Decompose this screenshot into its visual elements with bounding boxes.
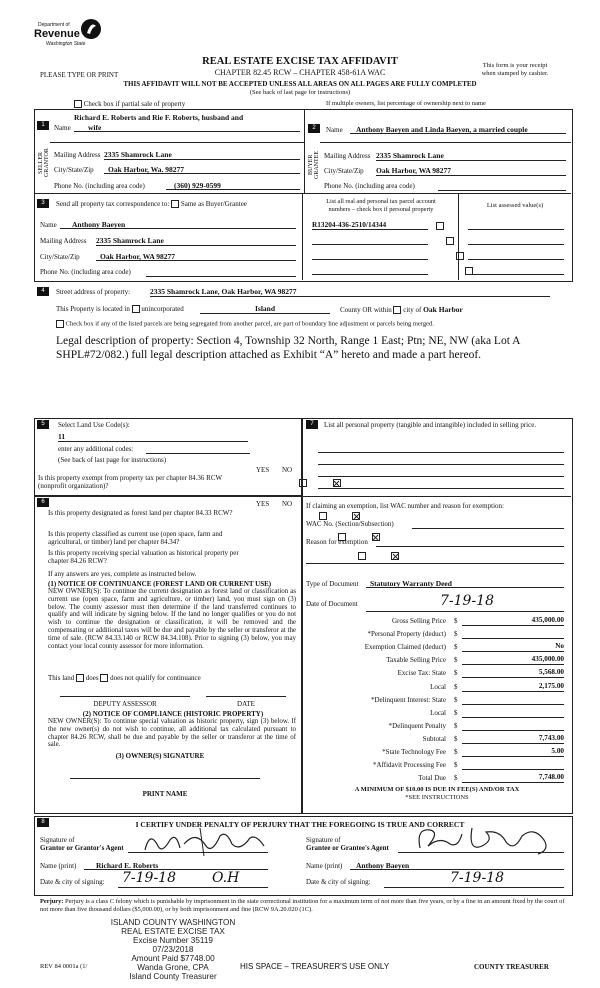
buyer-city-label: City/State/Zip xyxy=(324,167,364,175)
additional-codes[interactable] xyxy=(146,444,250,454)
doc-date-label: Date of Document xyxy=(306,600,358,608)
tax-row-currency: $ xyxy=(454,708,458,717)
corr-phone[interactable] xyxy=(146,267,296,277)
land-use-see-back: (See back of last page for instructions) xyxy=(58,456,167,464)
section-6-number: 6 xyxy=(37,498,49,507)
exemption-label: If claiming an exemption, list WAC number and reason for exemption: xyxy=(306,502,504,510)
perjury-notice xyxy=(40,898,570,914)
grantor-name-label: Name (print) xyxy=(40,862,77,870)
tax-row-value[interactable] xyxy=(462,760,564,770)
tax-row-label: *Affidavit Processing Fee xyxy=(373,761,446,770)
parcel-3[interactable] xyxy=(312,250,428,260)
tax-row-label: *State Technology Fee xyxy=(382,748,446,756)
section-2-number: 2 xyxy=(308,124,320,133)
tax-row-label: Total Due xyxy=(418,774,446,783)
tax-row-currency: $ xyxy=(454,617,458,625)
tax-row-value[interactable]: 7,743.00 xyxy=(462,734,564,744)
buyer-name[interactable]: Anthony Baeyen and Linda Baeyen, a married couple xyxy=(350,125,566,134)
seller-name-2[interactable]: wife xyxy=(74,123,300,132)
no-header-5: NO xyxy=(282,466,293,474)
land-use-label: Select Land Use Code(s): xyxy=(58,421,130,429)
revenue-emblem-icon xyxy=(80,18,102,40)
print-name-label: PRINT NAME xyxy=(142,790,188,798)
tax-row-value[interactable]: No xyxy=(462,642,564,652)
stamp-line-2: REAL ESTATE EXCISE TAX xyxy=(121,927,225,936)
tax-row-currency: $ xyxy=(454,656,458,665)
this-land-label: This land xyxy=(48,674,75,682)
corr-name[interactable]: Anthony Baeyen xyxy=(60,220,296,229)
revenue-logo xyxy=(32,18,102,52)
does-not-checkbox[interactable] xyxy=(100,674,108,682)
grantee-signature-scribble-icon xyxy=(410,822,560,858)
tax-row-currency: $ xyxy=(454,721,458,730)
grantor-name[interactable]: Richard E. Roberts xyxy=(84,861,268,870)
tax-row-value[interactable]: 2,175.00 xyxy=(462,682,564,692)
exempt-question: Is this property exempt from property tax per chapter 84.36 RCW (nonprofit organization)? xyxy=(38,474,222,490)
city-of-label: city of xyxy=(403,306,422,314)
notice1-title: (1) NOTICE OF CONTINUANCE (FOREST LAND OR CURRENT USE) xyxy=(48,580,272,588)
tax-row-value[interactable]: 7,748.00 xyxy=(462,773,564,783)
stamp-line-5: Amount Paid $7748.00 xyxy=(131,954,215,963)
buyer-phone[interactable] xyxy=(438,181,566,191)
county-label: County OR within xyxy=(340,306,392,314)
personal-property-line-3[interactable] xyxy=(318,470,564,477)
tax-row-label: *Delinquent Penalty xyxy=(388,721,446,730)
legal-description[interactable]: Legal description of property: Section 4, Township 32 North, Range 1 East; Ptn; NE, NW (aka Lot A SHPL#72/082.) full legal description attached as Exhibit “A” hereto and made a part hereof. xyxy=(56,335,520,361)
seller-mailing-label: Mailing Address xyxy=(54,151,101,159)
stamp-line-1: ISLAND COUNTY WASHINGTON xyxy=(110,918,236,927)
tax-row-currency: $ xyxy=(454,643,458,652)
corr-city[interactable]: Oak Harbor, WA 98277 xyxy=(96,252,296,261)
dept-name: Revenue xyxy=(34,28,80,40)
grantor-city[interactable]: O.H xyxy=(212,870,240,886)
section-7-number: 7 xyxy=(306,420,318,429)
tax-row-currency: $ xyxy=(454,630,458,639)
grantee-sig-label-1: Signature of xyxy=(306,836,341,844)
grantor-sig-label-1: Signature of xyxy=(40,836,75,844)
located-label: This Property is located in xyxy=(56,305,130,313)
owner-signature-line[interactable] xyxy=(70,762,260,779)
correspondence-label: Send all property tax correspondence to: xyxy=(56,200,170,208)
yes-header-6: YES xyxy=(256,500,270,508)
corr-name-label: Name xyxy=(40,221,57,229)
see-back-note: (See back of last page for instructions) xyxy=(249,89,351,96)
section-4-number: 4 xyxy=(37,287,49,296)
deputy-date-label: DATE xyxy=(237,700,255,708)
property-county[interactable]: Island xyxy=(200,304,330,314)
buyer-mailing-label: Mailing Address xyxy=(324,152,371,160)
certify-statement: I CERTIFY UNDER PENALTY OF PERJURY THAT THE FOREGOING IS TRUE AND CORRECT xyxy=(135,820,465,829)
tax-row-label: Taxable Selling Price xyxy=(386,656,446,665)
city-of-checkbox[interactable] xyxy=(393,306,401,314)
dept-state: Washington State xyxy=(46,41,86,47)
personal-property-line-2[interactable] xyxy=(318,458,564,465)
stamp-line-4: 07/23/2018 xyxy=(152,945,194,954)
county-treasurer-label: COUNTY TREASURER xyxy=(474,963,549,971)
parcel-4[interactable] xyxy=(312,265,428,275)
tax-row-value[interactable]: 5,568.00 xyxy=(462,668,564,678)
treasurer-stamp xyxy=(108,918,238,981)
assessed-2[interactable] xyxy=(468,235,564,245)
grantor-date[interactable]: 7-19-18 xyxy=(122,870,176,886)
same-as-buyer-label: Same as Buyer/Grantee xyxy=(180,200,247,208)
receipt-note-2: when stamped by cashier. xyxy=(481,70,549,77)
tax-row-value[interactable]: 5.00 xyxy=(462,747,564,757)
parcel-2[interactable] xyxy=(312,235,428,245)
section-1-number: 1 xyxy=(37,121,49,130)
tax-row-value[interactable]: 435,000.00 xyxy=(462,655,564,665)
parcel-3-checkbox[interactable] xyxy=(456,252,464,260)
assessed-1[interactable] xyxy=(468,220,564,230)
wac-label: WAC No. (Section/Subsection) xyxy=(306,520,394,528)
personal-property-label: List all personal property (tangible and intangible) included in selling price. xyxy=(324,421,537,429)
section-3-number: 3 xyxy=(37,199,49,208)
multiple-owners-note: If multiple owners, list percentage of ownership next to name xyxy=(326,100,486,107)
tax-row-value[interactable] xyxy=(462,708,564,718)
seller-phone-label: Phone No. (including area code) xyxy=(54,182,145,190)
form-chapter: CHAPTER 82.45 RCW – CHAPTER 458-61A WAC xyxy=(214,68,386,77)
tax-row-label: Local xyxy=(430,682,446,691)
reason-input-2[interactable] xyxy=(306,554,564,564)
buyer-city[interactable]: Oak Harbor, WA 98277 xyxy=(376,166,566,176)
county-within-row xyxy=(340,305,463,314)
unincorporated-checkbox[interactable] xyxy=(132,305,140,313)
notice2-title: (2) NOTICE OF COMPLIANCE (HISTORIC PROPERTY) xyxy=(82,710,264,718)
segregated-label: Check box if any of the listed parcels are being segregated from another parcel, are part of boundary line adjustment or parcels being merged. xyxy=(65,320,434,328)
form-title: REAL ESTATE EXCISE TAX AFFIDAVIT xyxy=(202,56,398,67)
corr-city-label: City/State/Zip xyxy=(40,253,80,261)
owner-signature-label: (3) OWNER(S) SIGNATURE xyxy=(115,752,205,760)
tax-row-label: *Delinquent Interest: State xyxy=(370,695,446,704)
tax-row-label: Exemption Claimed (deduct) xyxy=(364,643,446,652)
parcel-2-checkbox[interactable] xyxy=(446,237,454,245)
doc-date[interactable]: 7-19-18 xyxy=(440,593,494,609)
doc-type-label: Type of Document xyxy=(306,580,359,588)
correspondence-row xyxy=(56,200,247,208)
segregated-row xyxy=(56,320,576,328)
reason-label: Reason for exemption xyxy=(306,538,368,546)
seller-name-1[interactable]: Richard E. Roberts and Rie F. Roberts, husband and xyxy=(74,113,244,122)
seller-name-label: Name xyxy=(54,124,71,132)
buyer-phone-label: Phone No. (including area code) xyxy=(324,182,415,190)
tax-row-value[interactable] xyxy=(462,629,564,639)
rev-code: REV 84 0001a (1/ xyxy=(40,963,88,970)
treasurer-use-label: HIS SPACE – TREASURER'S USE ONLY xyxy=(240,962,390,971)
tax-row-value[interactable] xyxy=(462,721,564,731)
dept-line: Department of xyxy=(38,22,70,28)
tax-row-currency: $ xyxy=(454,734,458,743)
parcels-header-1: List all real and personal tax parcel account xyxy=(326,198,436,205)
wac-input[interactable] xyxy=(412,519,564,529)
corr-mailing-label: Mailing Address xyxy=(40,237,87,245)
personal-property-line-4[interactable] xyxy=(318,482,564,489)
tax-row-currency: $ xyxy=(454,761,458,770)
partial-sale-checkbox[interactable] xyxy=(74,100,82,108)
does-label: does xyxy=(85,674,99,682)
does-checkbox[interactable] xyxy=(76,674,84,682)
notice1-body: NEW OWNER(S): To continue the current designation as forest land or classification as current use (open space, farm and agriculture, or timber) land, you must sign on (3) below. The county assessor must then determine if the land transferred continues to qualify and will indicate by signing below. If the land no longer qualifies or you do not wish to continue the designation or classification, it will be removed and the compensating or additional taxes will be due and payable by the seller or transferor at the time of sale. (RCW 84.33.140 or RCW 84.34.108). Prior to signing (3) below, you may contact your local county assessor for more information. xyxy=(48,588,296,650)
segregated-checkbox[interactable] xyxy=(56,320,64,328)
parcel-1[interactable]: R13204-436-2510/14344 xyxy=(312,220,428,230)
partial-sale-label: Check box if partial sale of property xyxy=(83,100,186,108)
street-address[interactable]: 2335 Shamrock Lane, Oak Harbor, WA 98277 xyxy=(150,287,550,297)
stamp-line-7: Island County Treasurer xyxy=(129,972,217,981)
tax-row-label: *Personal Property (deduct) xyxy=(367,630,446,639)
seller-city-label: City/State/Zip xyxy=(54,166,94,174)
grantor-sig-label-2: Grantor or Grantor's Agent xyxy=(40,844,124,852)
notice2-body: NEW OWNER(S): To continue special valuation as historic property, sign (3) below. If the new owner(s) do not wish to continue, all additional tax calculated pursuant to chapter 84.26 RCW, shall be due and payable by the seller or transferor at the time of sale. xyxy=(48,718,296,749)
street-label: Street address of property: xyxy=(56,288,131,296)
does-not-label: does not qualify for continuance xyxy=(110,674,201,682)
property-city[interactable]: Oak Harbor xyxy=(423,305,463,314)
same-as-buyer-checkbox[interactable] xyxy=(171,200,179,208)
land-use-code[interactable]: 11 xyxy=(58,432,248,442)
tax-row-currency: $ xyxy=(454,682,458,691)
continuance-row xyxy=(48,674,201,682)
personal-property-line-1[interactable] xyxy=(318,446,564,453)
tax-row-label: Subtotal xyxy=(422,734,446,743)
tax-row-label: Gross Selling Price xyxy=(391,617,446,625)
section-8-number: 8 xyxy=(37,818,49,827)
corr-phone-label: Phone No. (including area code) xyxy=(40,268,131,276)
seller-mailing[interactable]: 2335 Shamrock Lane xyxy=(104,150,300,160)
grantee-date[interactable]: 7-19-18 xyxy=(450,870,504,886)
no-header-6: NO xyxy=(282,500,293,508)
tax-row-currency: $ xyxy=(454,669,458,678)
seller-side-label: SELLER GRANTOR xyxy=(38,148,50,178)
seller-phone[interactable]: (360) 929-0599 xyxy=(166,181,300,190)
grantee-sig-label-2: Grantee or Grantee's Agent xyxy=(306,844,389,852)
grantor-signature-scribble-icon xyxy=(140,826,270,858)
parcel-1-checkbox[interactable] xyxy=(436,222,444,230)
perjury-text: Perjury is a class C felony which is punishable by imprisonment in the state correctional institution for a maximum term of not more than five years, or by a fine in an amount fixed by the court of not more than five thousand dollars ($5,000.00), or by both imprisonment and fine (RCW 9A.20.020 (1C). xyxy=(40,898,565,913)
stamp-line-3: Excise Number 35119 xyxy=(133,936,213,945)
historic-question: Is this property receiving special valuation as historical property per chapter 84.26 RCW? xyxy=(48,549,239,565)
tax-row-currency: $ xyxy=(454,748,458,756)
grantee-date-label: Date & city of signing: xyxy=(306,878,371,886)
tax-row-currency: $ xyxy=(454,695,458,704)
see-instructions: *SEE INSTRUCTIONS xyxy=(405,794,469,801)
warning-text: THIS AFFIDAVIT WILL NOT BE ACCEPTED UNLESS ALL AREAS ON ALL PAGES ARE FULLY COMPLETED xyxy=(123,80,477,88)
deputy-assessor-label: DEPUTY ASSESSOR xyxy=(93,700,157,708)
current-use-question: Is this property classified as current use (open space, farm and agricultural, or timber) land per chapter 84.34? xyxy=(48,530,223,546)
seller-city[interactable]: Oak Harbor, Wa. 98277 xyxy=(104,165,300,174)
forest-question: Is this property designated as forest land per chapter 84.33 RCW? xyxy=(48,509,233,517)
partial-sale-row xyxy=(74,100,185,108)
section-5-number: 5 xyxy=(37,420,49,429)
buyer-mailing[interactable]: 2335 Shamrock Lane xyxy=(376,151,566,161)
buyer-name-label: Name xyxy=(326,126,343,134)
reason-input-1[interactable] xyxy=(376,537,564,547)
buyer-side-label: BUYER GRANTEE xyxy=(308,151,320,179)
doc-type[interactable]: Statutory Warranty Deed xyxy=(366,579,564,588)
additional-codes-label: enter any additional codes: xyxy=(58,445,134,453)
tax-row-label: Local xyxy=(430,708,446,717)
assessed-header: List assessed value(s) xyxy=(486,202,544,209)
receipt-note-1: This form is your receipt xyxy=(482,62,548,69)
grantor-date-label: Date & city of signing: xyxy=(40,878,105,886)
tax-row-value[interactable] xyxy=(462,695,564,705)
unincorporated-label: unincorporated xyxy=(141,305,184,313)
minimum-note: A MINIMUM OF $10.00 IS DUE IN FEE(S) AND/OR TAX xyxy=(354,786,520,793)
tax-row-value[interactable]: 435,000.00 xyxy=(462,616,564,626)
tax-row-label: Excise Tax: State xyxy=(397,669,446,678)
assessed-3[interactable] xyxy=(468,250,564,260)
grantee-name-label: Name (print) xyxy=(306,862,343,870)
parcels-header-2: numbers – check box if personal property xyxy=(328,206,434,213)
please-type: PLEASE TYPE OR PRINT xyxy=(40,71,119,79)
corr-mailing[interactable]: 2335 Shamrock Lane xyxy=(96,236,296,246)
stamp-line-6: Wanda Grone, CPA xyxy=(137,963,209,972)
tax-row-currency: $ xyxy=(454,774,458,783)
yes-header-5: YES xyxy=(256,466,270,474)
perjury-label: Perjury: xyxy=(40,898,64,905)
if-yes-note: If any answers are yes, complete as instructed below. xyxy=(48,570,197,578)
grantee-name[interactable]: Anthony Baeyen xyxy=(350,861,564,870)
assessed-4[interactable] xyxy=(468,265,564,275)
